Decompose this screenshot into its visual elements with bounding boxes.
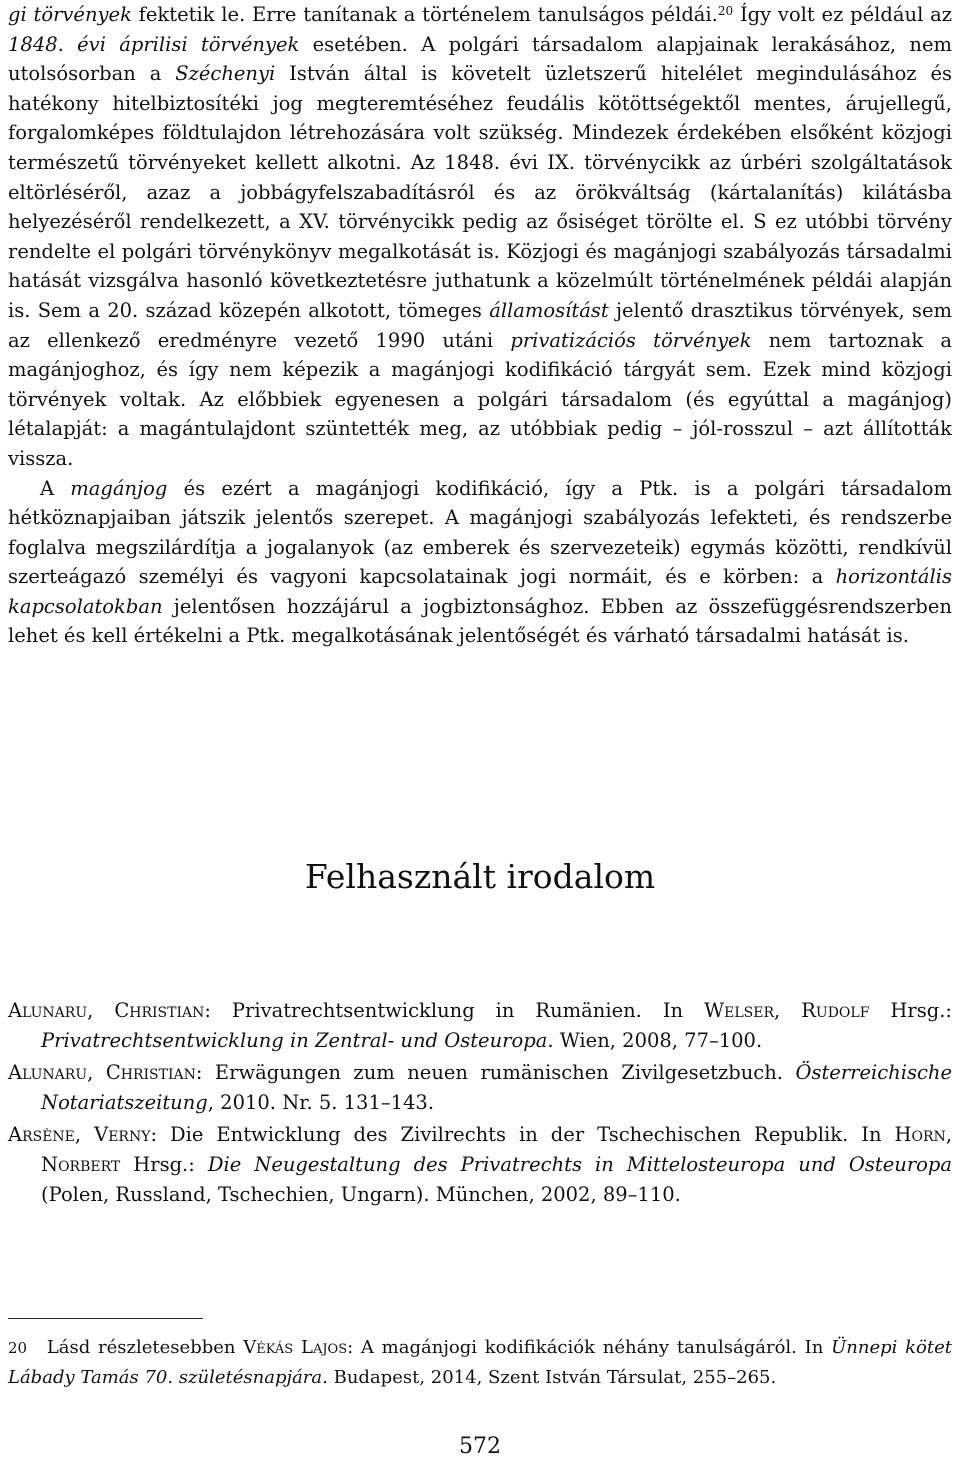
document-page [8,0,953,1388]
author-name: Arsène [8,1123,75,1147]
text-run: és ezért a magánjogi kodifikáció, így a Ptk. is a polgári társadalom hétköznapjaiban játszik jelentős szerepet. A magánjogi szabályozás lefekteti, és rendszerbe foglalva megszilárdítja a jogalanyok (az emberek és szervezeteik) egymás közötti, rendkívül szerteágazó személyi és vagyoni kapcsolatainak jogi normáit, és e körben: a [8,476,952,589]
italic-run: Österreichische Notariatszeitung [41,1061,952,1114]
text-run: Hrsg.: [120,1152,208,1176]
italic-run: privatizációs törvények [510,328,752,352]
text-run: (Polen, Russland, Tschechien, Ungarn). München, 2002, 89–110. [41,1182,681,1206]
text-run: A [40,476,71,500]
text-run: : Die Entwicklung des Zivilrechts in der Tschechischen Republik. In [150,1123,895,1147]
footnote-number: 20 [8,1339,28,1357]
author-name: Christian [114,999,205,1022]
page-number: 572 [459,1434,501,1459]
text-run: esetében. A polgári társadalom alapjainak lerakásához, nem utolsósorban a [8,32,952,86]
text-run: Így volt ez például az [733,3,952,26]
paragraph-2 [8,474,952,652]
italic-run: államosítást [489,298,609,322]
italic-run: Die Neugestaltung des Privatrechts in Mittelosteuropa und Osteuropa [207,1152,953,1176]
reference-list [8,996,952,1212]
text-run: : A magánjogi kodifikációk néhány tanulságáról. In [347,1337,832,1358]
text-run: fektetik le. Erre tanítanak a történelem tanulságos példái. [131,3,718,26]
italic-run: horizontális kapcsolatokban [8,565,952,618]
author-name: Christian [105,1061,196,1085]
author-name: Lajos [300,1337,348,1358]
text-run: nem tartoznak a magánjoghoz, és így nem képezik a magánjogi kodifikáció tárgyát sem. Ezek mind közjogi törvények voltak. Az előbbiek egyenesen a polgári társadalom (és egyúttal a magánjog) létalapját: a magántulajdont szüntették meg, az utóbbiak pedig – jól-rosszul – azt állították vissza. [8,328,952,470]
footnote [8,1333,952,1392]
author-name: Alunaru [8,1061,88,1085]
author-name: Alunaru [8,999,88,1022]
italic-run: Privatrechtsentwicklung in Zentral- und Osteuropa. [41,1028,554,1052]
italic-run: Ünnepi kötet Lábady Tamás 70. születésnapjára. [8,1337,953,1388]
footnote-ref: 20 [717,4,734,18]
italic-run: magánjog [70,476,168,500]
text-run: Hrsg.: [869,999,952,1022]
italic-run: 1848. évi áprilisi törvények [8,32,300,56]
text-run: jelentősen hozzájárul a jogbiztonsághoz. Ebben az összefüggésrendszerben lehet és kell értékelni a Ptk. megalkotásának jelentőségét és várható társadalmi hatását is. [8,594,952,648]
text-run: : Privatrechtsentwicklung in Rumänien. In [204,999,705,1022]
paragraph-1 [8,0,952,474]
text-run: Wien, 2008, 77–100. [553,1028,763,1052]
text-run [293,1337,301,1358]
author-name: Norbert [41,1152,121,1176]
text-run: , [87,1061,106,1085]
italic-run: gi törvények [8,3,132,26]
body-text [8,0,952,651]
italic-run: Széchenyi [175,62,276,86]
author-name: Vékás [243,1337,294,1358]
text-run: , [945,1123,953,1147]
text-run: , [87,999,115,1022]
text-run: , 2010. Nr. 5. 131–143. [207,1090,435,1114]
text-run: : Erwägungen zum neuen rumänischen Zivilgesetzbuch. [195,1061,796,1085]
author-name: Horn [894,1123,946,1147]
author-name: Welser [704,999,775,1022]
text-run: Budapest, 2014, Szent István Társulat, 255–265. [327,1367,777,1388]
text-run: , [774,999,802,1022]
reference-item [8,996,952,1055]
text-run: István által is követelt üzletszerű hitelélet megindulásához és hatékony hitelbiztosítéki jog megteremtéséhez feudális kötöttségektől mentes, árujellegű, forgalomképes földtulajdon létrehozására volt szükség. Mindezek érdekében elsőként közjogi természetű törvényeket kellett alkotni. Az 1848. évi IX. törvénycikk az úrbéri szolgáltatások eltörléséről, azaz a jobbágyfelszabadításról és az örökváltság (kártalanítás) kilátásba helyezéséről rendelkezett, a XV. törvénycikk pedig az ősiséget törölte el. S ez utóbbi törvény rendelte el polgári törvénykönyv megalkotását is. Közjogi és magánjogi szabályozás társadalmi hatását vizsgálva hasonló következtetésre juthatunk a közelmúlt történelmének példái alapján is. Sem a 20. század közepén alkotott, tömeges [8,62,952,322]
text-run: Lásd részletesebben [39,1337,244,1358]
reference-item [8,1120,952,1209]
author-name: Rudolf [801,999,870,1022]
text-run: jelentő drasztikus törvények, sem az ellenkező eredményre vezető 1990 utáni [8,298,952,352]
author-name: Verny [94,1123,151,1147]
footnote-text [8,1337,952,1388]
section-heading: Felhasznált irodalom [304,857,656,896]
reference-item [8,1058,952,1117]
text-run: , [74,1123,95,1147]
footnote-divider [8,1318,203,1319]
